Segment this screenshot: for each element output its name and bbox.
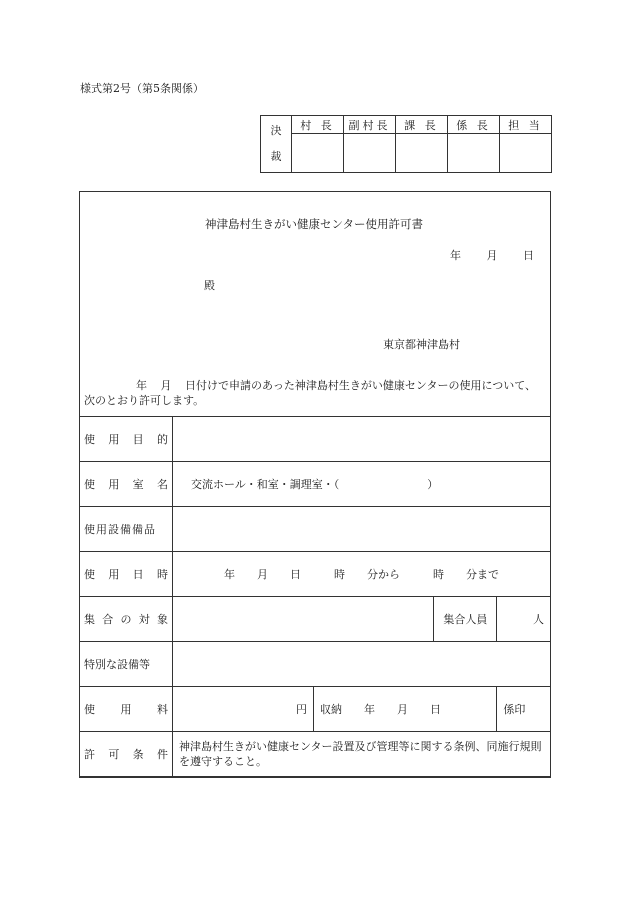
value-group-count-unit: 人 bbox=[497, 597, 551, 642]
document-title: 神津島村生きがい健康センター使用許可書 bbox=[205, 217, 424, 231]
permit-statement bbox=[84, 378, 546, 408]
approval-seal-cell bbox=[292, 134, 344, 173]
label-char: 名 bbox=[156, 478, 168, 491]
label-char: 合 bbox=[102, 613, 114, 626]
label-char: 用 bbox=[120, 703, 132, 716]
label-group bbox=[80, 597, 173, 642]
approval-role-subsection-chief: 係 長 bbox=[448, 116, 500, 134]
value-fee-seal: 係印 bbox=[497, 687, 551, 732]
approval-role-village-head: 村 長 bbox=[292, 116, 344, 134]
label-char: 象 bbox=[157, 613, 168, 626]
value-equipment bbox=[173, 507, 551, 552]
approval-role-section-chief: 課 長 bbox=[396, 116, 448, 134]
issuer-name: 東京都神津島村 bbox=[383, 338, 460, 351]
permit-form bbox=[79, 191, 551, 778]
label-char: 可 bbox=[108, 748, 120, 761]
permit-details-table bbox=[79, 416, 551, 777]
permit-statement-lead: 年 月 日付けで bbox=[136, 379, 229, 392]
approval-seal-cell bbox=[448, 134, 500, 173]
value-special bbox=[173, 642, 551, 687]
label-group-count: 集合人員 bbox=[434, 597, 497, 642]
label-char: 料 bbox=[157, 703, 168, 716]
label-char: 用 bbox=[108, 433, 120, 446]
label-char: 室 bbox=[132, 478, 144, 491]
approval-role-staff: 担 当 bbox=[500, 116, 552, 134]
label-special: 特別な設備等 bbox=[80, 642, 173, 687]
value-datetime: 年 月 日 時 分から 時 分まで bbox=[173, 552, 551, 597]
approval-seal-cell bbox=[344, 134, 396, 173]
label-char: 使 bbox=[84, 568, 95, 581]
label-char: 集 bbox=[84, 613, 95, 626]
label-char: 使 bbox=[84, 433, 95, 446]
approval-side-top: 決 bbox=[270, 124, 282, 137]
label-equipment: 使用設備備品 bbox=[80, 507, 173, 552]
row-room bbox=[80, 462, 551, 507]
label-char: 目 bbox=[132, 433, 144, 446]
approval-role-deputy-head: 副村長 bbox=[344, 116, 396, 134]
approval-side-bottom: 裁 bbox=[270, 150, 282, 163]
value-fee-receipt: 収納 年 月 日 bbox=[314, 687, 497, 732]
label-char: 対 bbox=[138, 613, 150, 626]
form-number-label: 様式第2号（第5条関係） bbox=[80, 82, 204, 95]
approval-side-label bbox=[261, 116, 292, 173]
row-equipment bbox=[80, 507, 551, 552]
label-char: 使 bbox=[84, 478, 95, 491]
label-char: 日 bbox=[132, 568, 144, 581]
row-special bbox=[80, 642, 551, 687]
value-group bbox=[173, 597, 434, 642]
label-room bbox=[80, 462, 173, 507]
approval-seal-cell bbox=[396, 134, 448, 173]
label-char: 的 bbox=[156, 433, 168, 446]
label-char: 用 bbox=[108, 478, 120, 491]
label-purpose bbox=[80, 417, 173, 462]
row-fee bbox=[80, 687, 551, 732]
approval-stamp-box bbox=[260, 115, 552, 173]
value-conditions: 神津島村生きがい健康センター設置及び管理等に関する条例、同施行規則を遵守すること。 bbox=[173, 732, 551, 777]
label-char: 許 bbox=[84, 748, 95, 761]
label-char: 時 bbox=[156, 568, 168, 581]
label-char: 用 bbox=[108, 568, 120, 581]
label-datetime bbox=[80, 552, 173, 597]
label-char: 条 bbox=[132, 748, 144, 761]
label-char: 使 bbox=[84, 703, 95, 716]
label-conditions bbox=[80, 732, 173, 777]
permit-statement-text: 申請のあった神津島村生きがい健康センターの使用について、次のとおり許可します。 bbox=[84, 379, 537, 407]
row-purpose bbox=[80, 417, 551, 462]
value-room: 交流ホール・和室・調理室・（ ） bbox=[173, 462, 551, 507]
addressee-honorific: 殿 bbox=[204, 279, 215, 292]
label-fee bbox=[80, 687, 173, 732]
row-conditions bbox=[80, 732, 551, 777]
approval-seal-cell bbox=[500, 134, 552, 173]
row-datetime bbox=[80, 552, 551, 597]
issue-date: 年 月 日 bbox=[450, 249, 534, 262]
row-group bbox=[80, 597, 551, 642]
value-fee-yen: 円 bbox=[173, 687, 314, 732]
label-char: の bbox=[120, 613, 132, 626]
value-purpose bbox=[173, 417, 551, 462]
label-char: 件 bbox=[156, 748, 168, 761]
